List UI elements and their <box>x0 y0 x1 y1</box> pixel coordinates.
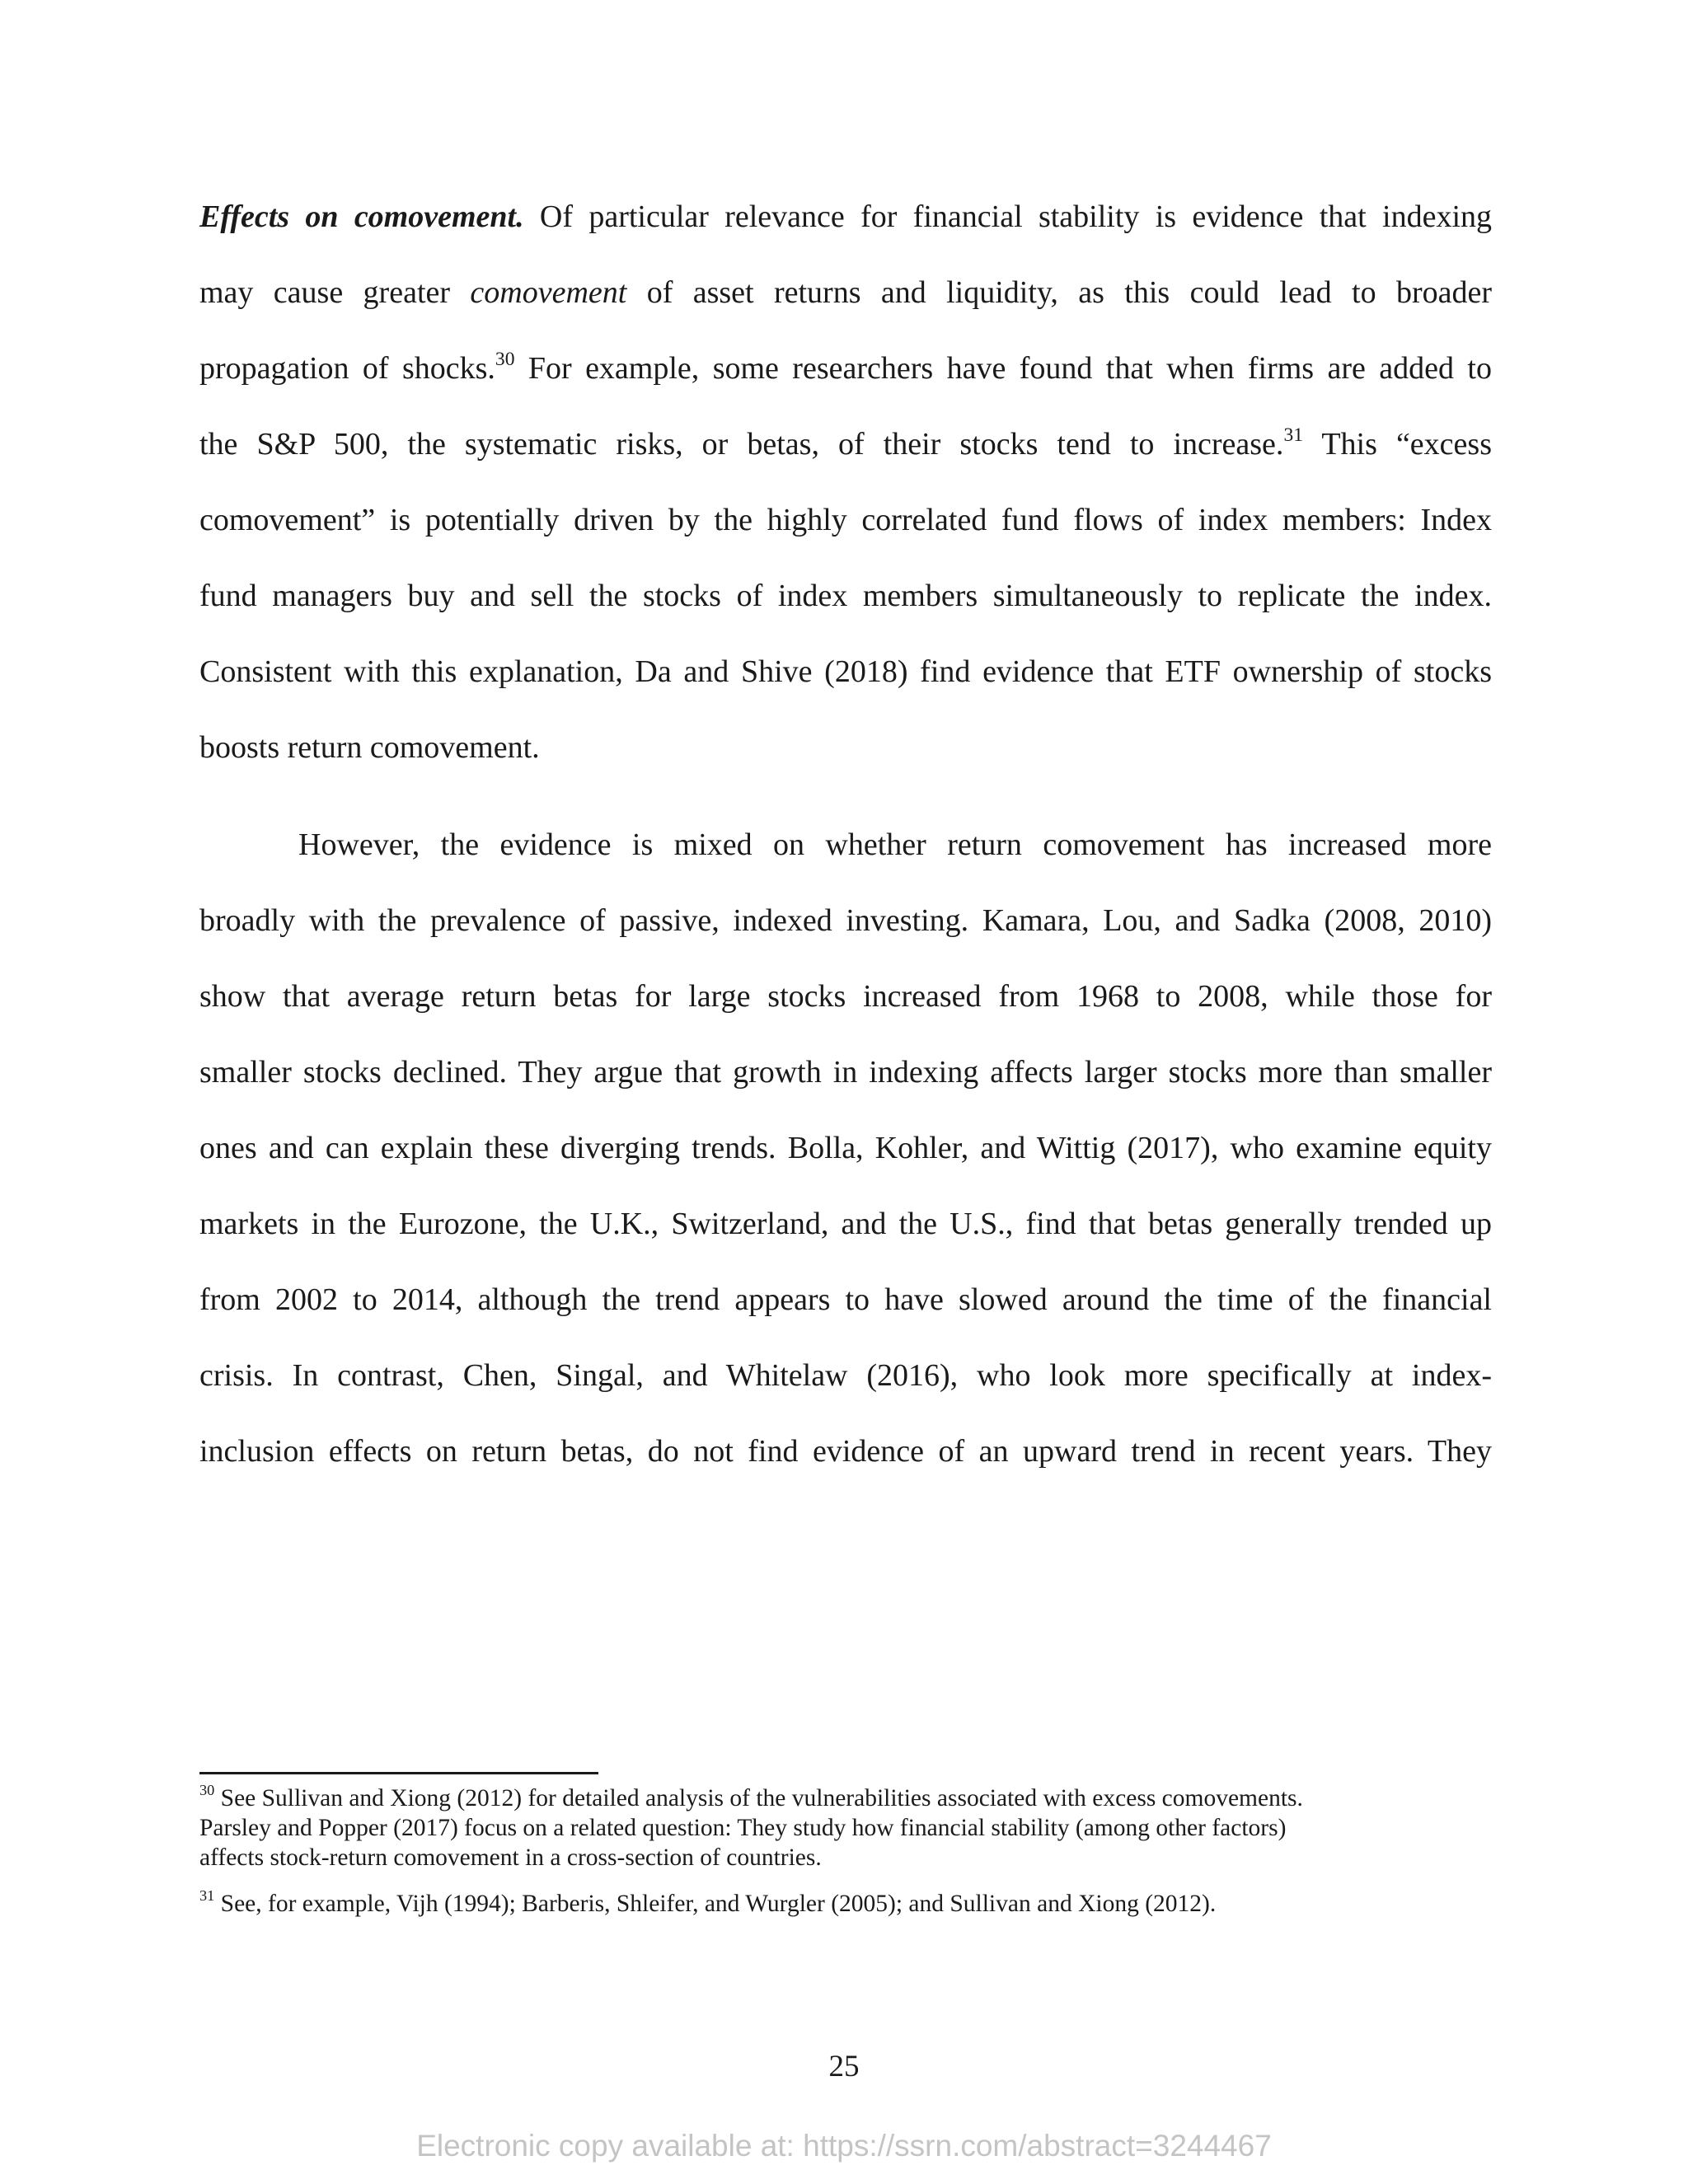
p1-line-3: propagation of shocks.$^{30}$ For example, some researchers have found that when firms are added to <box>199 348 1492 386</box>
p1-line-8: boosts return comovement. <box>199 730 540 765</box>
p2-line-5: ones and can explain these diverging trends. Bolla, Kohler, and Wittig (2017), who examine equity <box>199 1131 1492 1165</box>
footnote-30-line-2: Parsley and Popper (2017) focus on a related question: They study how financial stability (among other factors) <box>199 1815 1287 1841</box>
footnote-ref-31: 31 <box>1283 424 1303 446</box>
p2-line-9: inclusion effects on return betas, do not find evidence of an upward trend in recent years. They <box>199 1434 1492 1469</box>
italic-term: comovement <box>470 275 627 310</box>
footnote-ref-30: 30 <box>495 348 515 370</box>
p1-line-1: Effects on comovement. Of particular relevance for financial stability is evidence that indexing <box>199 199 1493 234</box>
p2-line-7: from 2002 to 2014, although the trend appears to have slowed around the time of the financial <box>199 1282 1492 1317</box>
p2-line-2: broadly with the prevalence of passive, indexed investing. Kamara, Lou, and Sadka (2008, 2010) <box>199 903 1492 938</box>
footnote-30-line-1: $^{30}$ See Sullivan and Xiong (2012) for detailed analysis of the vulnerabilities associated with excess comovements. <box>199 1782 1303 1811</box>
p1-line-2: may cause greater comovement of asset returns and liquidity, as this could lead to broader <box>199 275 1493 310</box>
footnote-30-line-3: affects stock-return comovement in a cross-section of countries. <box>199 1844 822 1871</box>
footnote-30-number: 30 <box>199 1782 215 1799</box>
page-number: 25 <box>828 2050 860 2083</box>
section-heading: Effects on comovement. <box>199 199 524 234</box>
p1-line-7: Consistent with this explanation, Da and Shive (2018) find evidence that ETF ownership of stocks <box>199 654 1492 689</box>
footnote-31-line-1: $^{31}$ See, for example, Vijh (1994); Barberis, Shleifer, and Wurgler (2005); and Sullivan and Xiong (2012). <box>199 1887 1217 1917</box>
p2-line-3: show that average return betas for large stocks increased from 1968 to 2008, while those for <box>199 979 1492 1014</box>
ssrn-watermark: Electronic copy available at: https://ssrn.com/abstract=3244467 <box>416 2129 1272 2163</box>
p2-line-6: markets in the Eurozone, the U.K., Switzerland, and the U.S., find that betas generally trended up <box>199 1207 1492 1241</box>
p2-line-4: smaller stocks declined. They argue that growth in indexing affects larger stocks more than smaller <box>199 1055 1492 1090</box>
p2-line-8: crisis. In contrast, Chen, Singal, and Whitelaw (2016), who look more specifically at index- <box>199 1358 1492 1393</box>
footnote-31-number: 31 <box>199 1887 215 1905</box>
p1-line-5: comovement” is potentially driven by the highly correlated fund flows of index members: Index <box>199 503 1492 537</box>
p1-line-6: fund managers buy and sell the stocks of index members simultaneously to replicate the index. <box>199 579 1492 613</box>
p2-line-1: However, the evidence is mixed on whether return comovement has increased more <box>298 827 1492 862</box>
p1-line-4: the S&P 500, the systematic risks, or betas, of their stocks tend to increase.$^{31}$ This “excess <box>199 424 1492 462</box>
footnote-separator <box>199 1772 598 1774</box>
